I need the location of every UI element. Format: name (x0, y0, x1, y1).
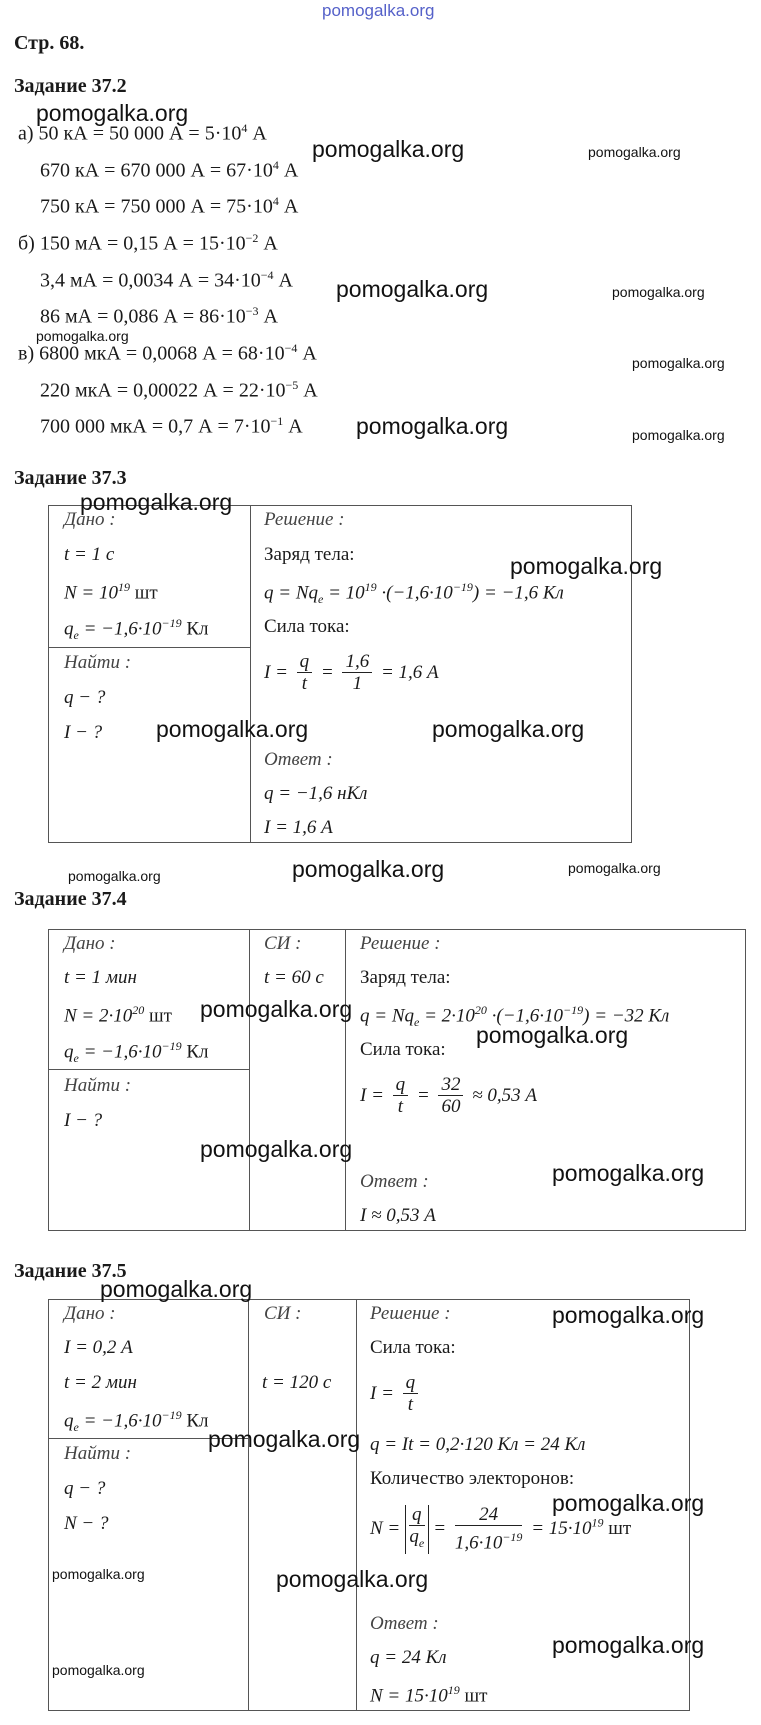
watermark: pomogalka.org (68, 868, 161, 884)
charge-label: Заряд тела: (264, 544, 355, 565)
task-37-2-title: Задание 37.2 (14, 75, 127, 97)
find-label: Найти : (64, 652, 132, 673)
si-item: t = 60 с (264, 967, 324, 988)
list-item: 86 мА = 0,086 $А = 86\cdot 10^{-3}$ А (40, 304, 278, 328)
watermark: pomogalka.org (200, 996, 353, 1022)
find-item: N − ? (64, 1513, 109, 1534)
watermark: pomogalka.org (568, 860, 661, 876)
given-label: Дано : (64, 509, 116, 530)
given-item: t = 1 с (64, 544, 115, 565)
table-divider (249, 929, 250, 1230)
find-item: q − ? (64, 687, 106, 708)
list-item: 700 000 мкА = 0,7 $А = 7\cdot 10^{-1}$ А (40, 414, 303, 438)
watermark: pomogalka.org (356, 413, 509, 439)
given-label: Дано : (64, 1303, 116, 1324)
given-item: t = 2 мин (64, 1372, 137, 1393)
watermark: pomogalka.org (336, 276, 489, 302)
current-formula: I = $\frac{q}{t}$ = $\frac{1,6}{1}$ = 1,6 А (264, 651, 439, 694)
table-divider (48, 1069, 249, 1070)
watermark: pomogalka.org (52, 1566, 145, 1582)
count-label: Количество электоронов: (370, 1468, 575, 1489)
watermark: pomogalka.org (292, 856, 445, 882)
watermark: pomogalka.org (552, 1160, 705, 1186)
watermark: pomogalka.org (476, 1022, 629, 1048)
current-label: Сила тока: (360, 1039, 446, 1060)
si-label: СИ : (264, 933, 302, 954)
find-item: I − ? (64, 1110, 103, 1131)
watermark: pomogalka.org (432, 716, 585, 742)
watermark: pomogalka.org (632, 427, 725, 443)
si-item: t = 120 с (262, 1372, 332, 1393)
list-item: б) 150 мА = 0,15 $А = 15\cdot 10^{-2}$ А (18, 231, 278, 255)
watermark: pomogalka.org (510, 553, 663, 579)
watermark: pomogalka.org (312, 136, 465, 162)
answer-label: Ответ : (370, 1613, 439, 1634)
page-title: Стр. 68. (14, 32, 85, 54)
current-formula: I = $\frac{q}{t}$ (370, 1373, 422, 1416)
count-formula: N = $\frac{q}{q_e}$ = $\frac{24}{1,6\cdot 10^{-19}}$ = $15\cdot 10^{19}$ шт (370, 1504, 632, 1554)
answer-label: Ответ : (360, 1171, 429, 1192)
charge-formula: q = It = 0,2·120 Кл = 24 Кл (370, 1434, 586, 1455)
given-item: $q_e = -1,6\cdot 10^{-19}$ Кл (64, 616, 209, 643)
charge-label: Заряд тела: (360, 967, 451, 988)
solution-label: Решение : (370, 1303, 451, 1324)
watermark: pomogalka.org (612, 284, 705, 300)
watermark: pomogalka.org (632, 355, 725, 371)
watermark: pomogalka.org (156, 716, 309, 742)
given-item: I = 0,2 А (64, 1337, 133, 1358)
find-label: Найти : (64, 1075, 132, 1096)
list-item: 220 мкА = 0,00022 $А = 22\cdot 10^{-5}$ А (40, 378, 318, 402)
task-37-3-title: Задание 37.3 (14, 467, 127, 489)
given-item: $q_e = -1,6\cdot 10^{-19}$ Кл (64, 1039, 209, 1066)
watermark: pomogalka.org (36, 328, 129, 344)
list-item: 670 кА = 670 000 $А = 67\cdot 10^4$ А (40, 158, 299, 182)
current-label: Сила тока: (370, 1337, 456, 1358)
list-item: 3,4 мА = 0,0034 $А = 34\cdot 10^{-4}$ А (40, 268, 293, 292)
find-item: I − ? (64, 722, 103, 743)
watermark: pomogalka.org (276, 1566, 429, 1592)
charge-formula: $q = Nq_e = 2\cdot 10^{20} \cdot(-1,6\cdot 10^{-19}) = -32$ Кл (360, 1003, 670, 1030)
current-label: Сила тока: (264, 616, 350, 637)
table-divider (345, 929, 346, 1230)
answer-item: I ≈ 0,53 А (360, 1205, 436, 1226)
watermark: pomogalka.org (100, 1276, 253, 1302)
given-item: $N = 10^{19}$ шт (64, 580, 158, 604)
list-item: а) 50 кА = 50 000 $А = 5\cdot 10^4$ А (18, 121, 267, 145)
watermark: pomogalka.org (588, 144, 681, 160)
given-label: Дано : (64, 933, 116, 954)
answer-item: $N = 15\cdot 10^{19}$ шт (370, 1683, 488, 1707)
table-divider (248, 1299, 249, 1710)
given-item: $q_e = -1,6\cdot 10^{-19}$ Кл (64, 1408, 209, 1435)
watermark: pomogalka.org (552, 1632, 705, 1658)
solution-label: Решение : (360, 933, 441, 954)
watermark: pomogalka.org (208, 1426, 361, 1452)
list-item: в) 6800 мкА = 0,0068 $А = 68\cdot 10^{-4}$ А (18, 341, 317, 365)
si-label: СИ : (264, 1303, 302, 1324)
given-item: $N = 2\cdot 10^{20}$ шт (64, 1003, 172, 1027)
watermark: pomogalka.org (552, 1302, 705, 1328)
watermark: pomogalka.org (52, 1662, 145, 1678)
watermark: pomogalka.org (36, 100, 189, 126)
task-37-4-title: Задание 37.4 (14, 888, 127, 910)
charge-formula: $q = Nq_e = 10^{19} \cdot(-1,6\cdot 10^{-19}) = -1,6$ Кл (264, 580, 564, 607)
table-divider (48, 647, 250, 648)
find-label: Найти : (64, 1443, 132, 1464)
current-formula: I = $\frac{q}{t}$ = $\frac{32}{60}$ ≈ 0,53 А (360, 1074, 538, 1117)
answer-item: q = −1,6 нКл (264, 783, 368, 804)
list-item: 750 кА = 750 000 $А = 75\cdot 10^4$ А (40, 194, 299, 218)
answer-item: q = 24 Кл (370, 1647, 447, 1668)
watermark: pomogalka.org (552, 1490, 705, 1516)
solution-label: Решение : (264, 509, 345, 530)
answer-label: Ответ : (264, 749, 333, 770)
find-item: q − ? (64, 1478, 106, 1499)
task-37-5-title: Задание 37.5 (14, 1260, 127, 1282)
watermark: pomogalka.org (80, 489, 233, 515)
given-item: t = 1 мин (64, 967, 137, 988)
table-divider (250, 505, 251, 842)
answer-item: I = 1,6 А (264, 817, 333, 838)
watermark: pomogalka.org (200, 1136, 353, 1162)
table-divider (356, 1299, 357, 1710)
site-link[interactable]: pomogalka.org (322, 1, 435, 20)
